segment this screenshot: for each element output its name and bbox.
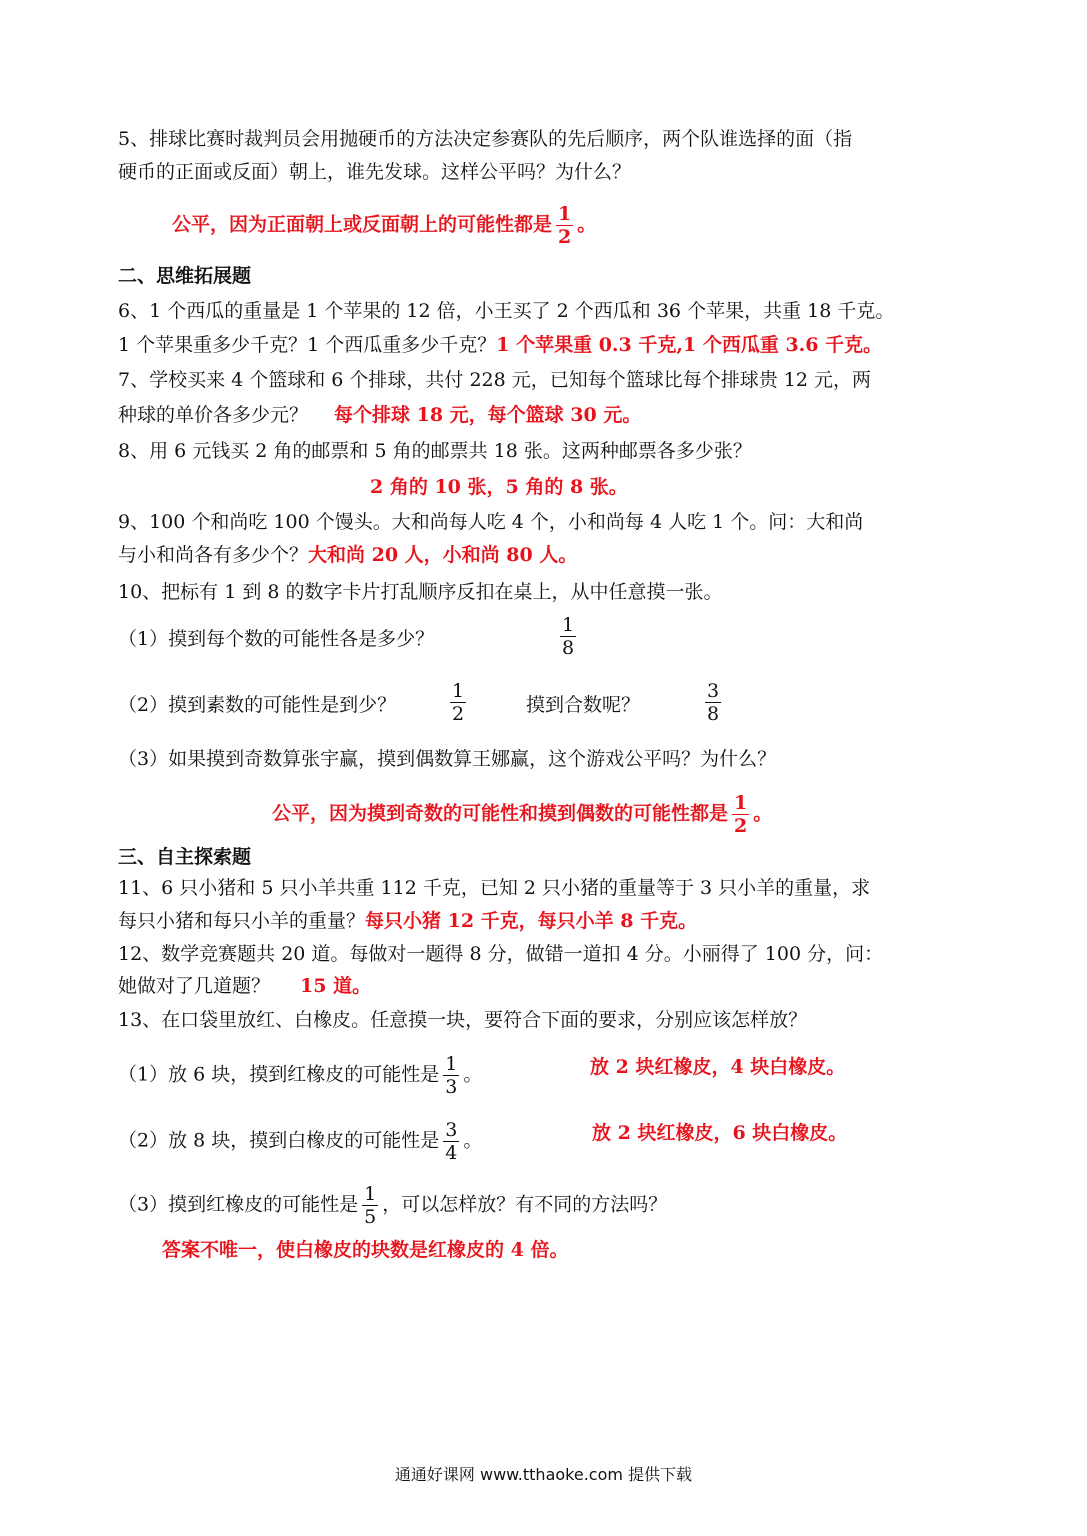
q10-part1-fraction: 1 8 [562,614,575,659]
q11-answer: 每只小猪 12 千克，每只小羊 8 千克。 [365,910,698,932]
q9-answer: 大和尚 20 人，小和尚 80 人。 [308,544,578,566]
q5-answer [172,203,947,248]
q13-part1-answer: 放 2 块红橡皮，4 块白橡皮。 [590,1056,846,1078]
q13-part2-answer: 放 2 块红橡皮，6 块白橡皮。 [592,1122,848,1144]
q12-line2 [118,972,947,1000]
q6-answer: 1 个苹果重 0.3 千克,1 个西瓜重 3.6 千克。 [496,334,883,356]
q7-line1: 7、学校买来 4 个篮球和 6 个排球，共付 228 元，已知每个篮球比每个排球贵 12 元，两 [118,369,872,391]
q10-part2b-fraction: 3 8 [707,680,720,725]
q8-line1: 8、用 6 元钱买 2 角的邮票和 5 角的邮票共 18 张。这两种邮票各多少张？ [118,440,752,462]
q10-part3-answer-fraction: $\frac{1}{2}$ [734,792,748,837]
q7-answer: 每个排球 18 元，每个篮球 30 元。 [334,404,642,426]
q7-line2-text: 种球的单价各多少元？ [118,404,309,426]
q10-part3-answer-text: 公平，因为摸到奇数的可能性和摸到偶数的可能性都是 [272,802,729,825]
q5-line1: 5、排球比赛时裁判员会用抛硬币的方法决定参赛队的先后顺序，两个队谁选择的面（指 [118,128,853,150]
q13-part2-fraction: $\frac{3}{4}$ [445,1119,458,1164]
q5-answer-text: 公平，因为正面朝上或反面朝上的可能性都是 [172,213,553,236]
q10-part2-fraction: 1 2 [452,680,465,725]
q13-part1-fraction: $\frac{1}{3}$ [445,1053,458,1098]
q10-part2b: 摸到合数呢？ [526,694,641,716]
q6-line2-text: 1 个苹果重多少千克？1 个西瓜重多少千克？ [118,334,497,356]
q7-line2 [118,401,947,429]
q10-part3-answer-end: 。 [753,802,773,825]
q9-line2-text: 与小和尚各有多少个？ [118,544,309,566]
q5-line2: 硬币的正面或反面）朝上，谁先发球。这样公平吗？为什么？ [118,161,632,183]
q13-part1-text: （1）放 6 块，摸到红橡皮的可能性是 [118,1063,440,1086]
section2-title: 二、思维拓展题 [118,265,252,287]
q13-line1: 13、在口袋里放红、白橡皮。任意摸一块，要符合下面的要求，分别应该怎样放？ [118,1009,808,1031]
q13-part2-text: （2）放 8 块，摸到白橡皮的可能性是 [118,1129,440,1152]
q12-answer: 15 道。 [300,975,372,997]
q8-answer: 2 角的 10 张，5 角的 8 张。 [370,476,628,498]
q5-answer-fraction: $\frac{1}{2}$ [558,203,572,248]
q11-line2-text: 每只小猪和每只小羊的重量？ [118,910,366,932]
q13-part3-fraction: $\frac{1}{5}$ [364,1183,377,1228]
q6-line2 [118,331,947,359]
q9-line2 [118,541,947,569]
q6-line1: 6、1 个西瓜的重量是 1 个苹果的 12 倍，小王买了 2 个西瓜和 36 个苹果，共重 18 千克。 [118,300,895,322]
q5-answer-end: 。 [577,213,597,236]
q12-line1: 12、数学竞赛题共 20 道。每做对一题得 8 分，做错一道扣 4 分。小丽得了 100 分，问： [118,943,884,965]
q11-line1: 11、6 只小猪和 5 只小羊共重 112 千克，已知 2 只小猪的重量等于 3 只小羊的重量，求 [118,877,871,899]
q11-line2 [118,907,947,935]
q10-part1-text: （1）摸到每个数的可能性各是多少？ [118,628,435,650]
q12-line2-text: 她做对了几道题？ [118,975,271,997]
q13-part2-end: 。 [463,1129,483,1152]
section3-title: 三、自主探索题 [118,846,252,868]
q10-line1: 10、把标有 1 到 8 的数字卡片打乱顺序反扣在桌上，从中任意摸一张。 [118,581,723,603]
q10-part1 [118,625,947,653]
q10-part3: （3）如果摸到奇数算张宇赢，摸到偶数算王娜赢，这个游戏公平吗？为什么？ [118,748,777,770]
q10-part2: （2）摸到素数的可能性是到少？ [118,694,397,716]
q13-part1-end: 。 [463,1063,483,1086]
q13-part3-end: ，可以怎样放？有不同的方法吗？ [382,1193,668,1216]
q13-part3 [118,1183,947,1228]
q10-part3-answer [272,792,947,837]
q13-part3-text: （3）摸到红橡皮的可能性是 [118,1193,359,1216]
footer-credit: 通通好课网 www.tthaoke.com 提供下载 [394,1465,693,1484]
q9-line1: 9、100 个和尚吃 100 个馒头。大和尚每人吃 4 个，小和尚每 4 人吃 1 个。问：大和尚 [118,511,864,533]
q13-part3-answer: 答案不唯一，使白橡皮的块数是红橡皮的 4 倍。 [162,1239,569,1261]
